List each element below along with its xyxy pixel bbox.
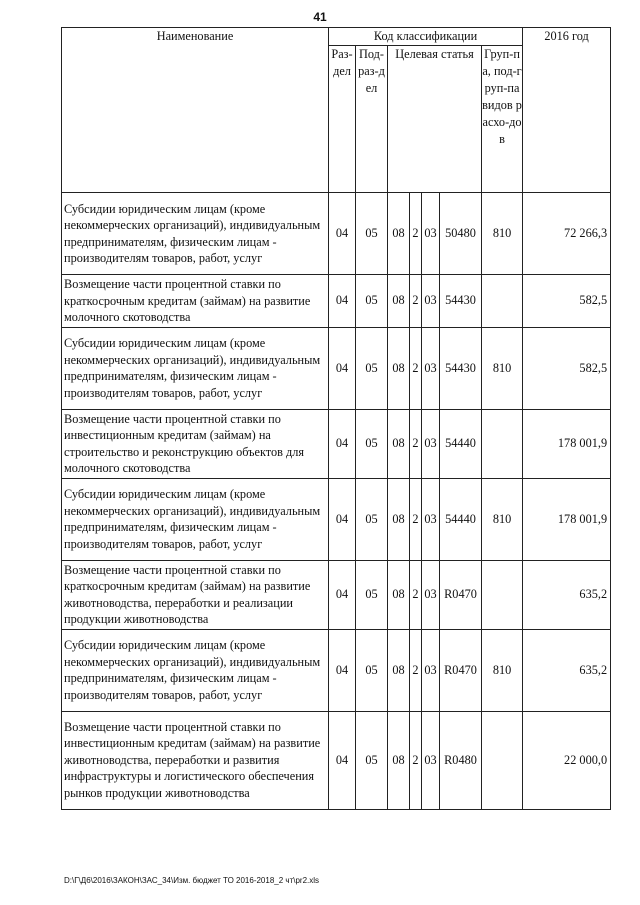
table-row (62, 193, 611, 275)
row-target-main-event: 03 (422, 409, 440, 478)
row-expense-group: 810 (482, 193, 523, 275)
row-subsection: 05 (356, 711, 388, 809)
row-amount: 582,5 (523, 327, 611, 409)
row-section: 04 (329, 478, 356, 560)
table-row (62, 275, 611, 328)
row-amount: 178 001,9 (523, 409, 611, 478)
header-code: Код классификации (329, 28, 523, 46)
row-name: Возмещение части процентной ставки по краткосрочным кредитам (займам) на развитие животноводства, переработки и реализации продукции животноводства (62, 560, 329, 629)
row-target-program: 08 (388, 193, 410, 275)
header-subsection: Под-раз-дел (356, 46, 388, 193)
row-target-subprogram: 2 (410, 478, 422, 560)
row-subsection: 05 (356, 560, 388, 629)
table-body (62, 193, 611, 810)
row-target-main-event: 03 (422, 275, 440, 328)
row-section: 04 (329, 629, 356, 711)
row-expense-group (482, 275, 523, 328)
row-subsection: 05 (356, 478, 388, 560)
row-expense-group (482, 560, 523, 629)
row-amount: 635,2 (523, 629, 611, 711)
row-target-direction: 54430 (440, 275, 482, 328)
header-target: Целевая статья (388, 46, 482, 193)
row-section: 04 (329, 327, 356, 409)
row-name: Субсидии юридическим лицам (кроме некоммерческих организаций), индивидуальным предпринимателям, физическим лицам - производителям товаров, работ, услуг (62, 478, 329, 560)
row-amount: 72 266,3 (523, 193, 611, 275)
header-name: Наименование (62, 28, 329, 193)
table-row (62, 629, 611, 711)
header-section: Раз-дел (329, 46, 356, 193)
row-target-main-event: 03 (422, 629, 440, 711)
row-amount: 178 001,9 (523, 478, 611, 560)
row-target-program: 08 (388, 711, 410, 809)
table-row (62, 409, 611, 478)
row-subsection: 05 (356, 327, 388, 409)
table-row (62, 560, 611, 629)
row-name: Субсидии юридическим лицам (кроме некоммерческих организаций), индивидуальным предпринимателям, физическим лицам - производителям товаров, работ, услуг (62, 327, 329, 409)
row-target-subprogram: 2 (410, 327, 422, 409)
budget-table (61, 27, 611, 810)
row-amount: 582,5 (523, 275, 611, 328)
row-section: 04 (329, 193, 356, 275)
row-subsection: 05 (356, 409, 388, 478)
row-section: 04 (329, 409, 356, 478)
row-name: Субсидии юридическим лицам (кроме некоммерческих организаций), индивидуальным предпринимателям, физическим лицам - производителям товаров, работ, услуг (62, 629, 329, 711)
row-target-subprogram: 2 (410, 711, 422, 809)
row-target-program: 08 (388, 275, 410, 328)
row-expense-group: 810 (482, 478, 523, 560)
row-target-subprogram: 2 (410, 275, 422, 328)
row-expense-group: 810 (482, 629, 523, 711)
row-expense-group (482, 409, 523, 478)
row-subsection: 05 (356, 275, 388, 328)
row-section: 04 (329, 711, 356, 809)
row-name: Субсидии юридическим лицам (кроме некоммерческих организаций), индивидуальным предпринимателям, физическим лицам - производителям товаров, работ, услуг (62, 193, 329, 275)
row-target-subprogram: 2 (410, 193, 422, 275)
row-target-subprogram: 2 (410, 560, 422, 629)
row-expense-group: 810 (482, 327, 523, 409)
row-target-main-event: 03 (422, 478, 440, 560)
table-row (62, 327, 611, 409)
row-target-main-event: 03 (422, 711, 440, 809)
row-expense-group (482, 711, 523, 809)
file-path-footer: D:\Г\Д6\2016\ЗАКОН\ЗАС_34\Изм. бюджет ТО 2016-2018_2 чт\pr2.xls (64, 876, 320, 885)
row-target-direction: 54430 (440, 327, 482, 409)
table-row (62, 711, 611, 809)
row-subsection: 05 (356, 629, 388, 711)
row-target-program: 08 (388, 560, 410, 629)
row-target-subprogram: 2 (410, 629, 422, 711)
row-section: 04 (329, 560, 356, 629)
row-name: Возмещение части процентной ставки по краткосрочным кредитам (займам) на развитие молочного скотоводства (62, 275, 329, 328)
row-target-program: 08 (388, 478, 410, 560)
row-target-subprogram: 2 (410, 409, 422, 478)
row-target-main-event: 03 (422, 193, 440, 275)
row-section: 04 (329, 275, 356, 328)
row-target-main-event: 03 (422, 327, 440, 409)
row-target-direction: R0470 (440, 629, 482, 711)
row-name: Возмещение части процентной ставки по инвестиционным кредитам (займам) на развитие животноводства, переработки и развития инфраструктуры и логистического обеспечения рынков продукции животноводства (62, 711, 329, 809)
row-target-direction: 54440 (440, 478, 482, 560)
row-target-main-event: 03 (422, 560, 440, 629)
row-target-program: 08 (388, 327, 410, 409)
row-amount: 22 000,0 (523, 711, 611, 809)
row-target-direction: R0480 (440, 711, 482, 809)
row-target-direction: 50480 (440, 193, 482, 275)
page-number: 41 (313, 10, 327, 24)
row-name: Возмещение части процентной ставки по инвестиционным кредитам (займам) на строительство и реконструкцию объектов для молочного скотоводства (62, 409, 329, 478)
row-target-program: 08 (388, 409, 410, 478)
header-year: 2016 год (523, 28, 611, 193)
table-row (62, 478, 611, 560)
header-group: Груп-па, под-груп-па видов расхо-дов (482, 46, 523, 193)
row-amount: 635,2 (523, 560, 611, 629)
row-subsection: 05 (356, 193, 388, 275)
row-target-program: 08 (388, 629, 410, 711)
row-target-direction: R0470 (440, 560, 482, 629)
row-target-direction: 54440 (440, 409, 482, 478)
